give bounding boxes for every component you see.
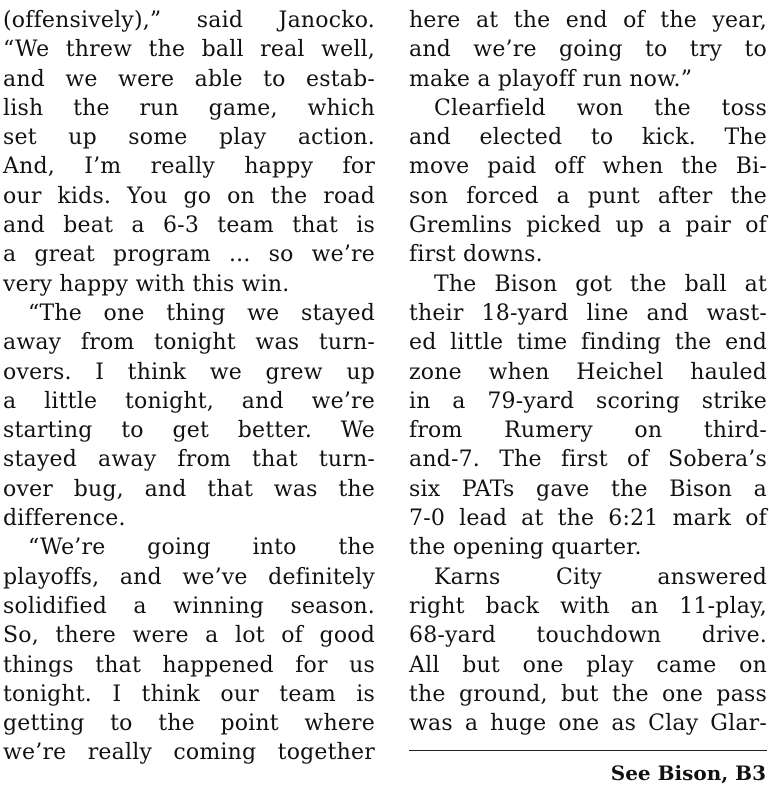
text-line: overs. I think we grew up	[3, 359, 375, 385]
continued-jump-line: See Bison, B3	[610, 761, 766, 785]
text-line: All but one play came on	[409, 652, 767, 678]
text-line: was a huge one as Clay Glar-	[409, 711, 767, 737]
text-line: in a 79-yard scoring strike	[409, 388, 767, 414]
jump-divider	[409, 750, 767, 751]
text-line: very happy with this win.	[3, 271, 290, 297]
text-line: Gremlins picked up a pair of	[409, 213, 767, 239]
text-line: Clearfield won the toss	[434, 95, 767, 121]
text-line: set up some play action.	[3, 125, 375, 151]
text-line: The Bison got the ball at	[434, 271, 767, 297]
text-line: our kids. You go on the road	[3, 183, 375, 209]
text-line: “We threw the ball real well,	[3, 37, 375, 63]
text-line: over bug, and that was the	[3, 476, 375, 502]
text-line: getting to the point where	[3, 711, 375, 737]
text-line: zone when Heichel hauled	[409, 359, 767, 385]
text-line: the ground, but the one pass	[409, 681, 767, 707]
text-line: 7-0 lead at the 6:21 mark of	[409, 506, 767, 532]
text-line: playoffs, and we’ve definitely	[3, 564, 375, 590]
text-line: a little tonight, and we’re	[3, 388, 375, 414]
text-line: “We’re going into the	[28, 535, 375, 561]
text-line: starting to get better. We	[3, 418, 375, 444]
text-line: and we were able to estab-	[3, 66, 375, 92]
text-line: their 18-yard line and wast-	[409, 300, 767, 326]
text-line: and beat a 6-3 team that is	[3, 213, 375, 239]
text-line: stayed away from that turn-	[3, 447, 375, 473]
text-line: 68-yard touchdown drive.	[409, 623, 767, 649]
text-line: Karns City answered	[434, 564, 767, 590]
text-line: and we’re going to try to	[409, 37, 767, 63]
text-line: first downs.	[409, 242, 543, 268]
text-line: from Rumery on third-	[409, 418, 767, 444]
text-line: right back with an 11-play,	[409, 593, 767, 619]
text-line: (offensively),” said Janocko.	[3, 8, 375, 33]
text-line: a great program ... so we’re	[3, 242, 375, 268]
text-line: make a playoff run now.”	[409, 66, 693, 92]
text-line: son forced a punt after the	[409, 183, 767, 209]
article-column-left	[3, 6, 375, 768]
text-line: difference.	[3, 506, 126, 532]
text-line: and elected to kick. The	[409, 125, 767, 151]
text-line: solidified a winning season.	[3, 593, 375, 619]
text-line: and-7. The first of Sobera’s	[409, 447, 767, 473]
text-line: things that happened for us	[3, 652, 375, 678]
text-line: And, I’m really happy for	[3, 154, 375, 180]
text-line: “The one thing we stayed	[28, 300, 375, 326]
text-line: here at the end of the year,	[409, 8, 767, 33]
text-line: ed little time finding the end	[409, 330, 767, 356]
text-line: away from tonight was turn-	[3, 330, 375, 356]
text-line: So, there were a lot of good	[3, 623, 375, 649]
article-column-right	[409, 6, 767, 738]
text-line: we’re really coming together	[3, 740, 375, 766]
text-line: move paid off when the Bi-	[409, 154, 767, 180]
text-line: six PATs gave the Bison a	[409, 476, 767, 502]
text-line: the opening quarter.	[409, 535, 642, 561]
text-line: lish the run game, which	[3, 95, 375, 121]
text-line: tonight. I think our team is	[3, 681, 375, 707]
